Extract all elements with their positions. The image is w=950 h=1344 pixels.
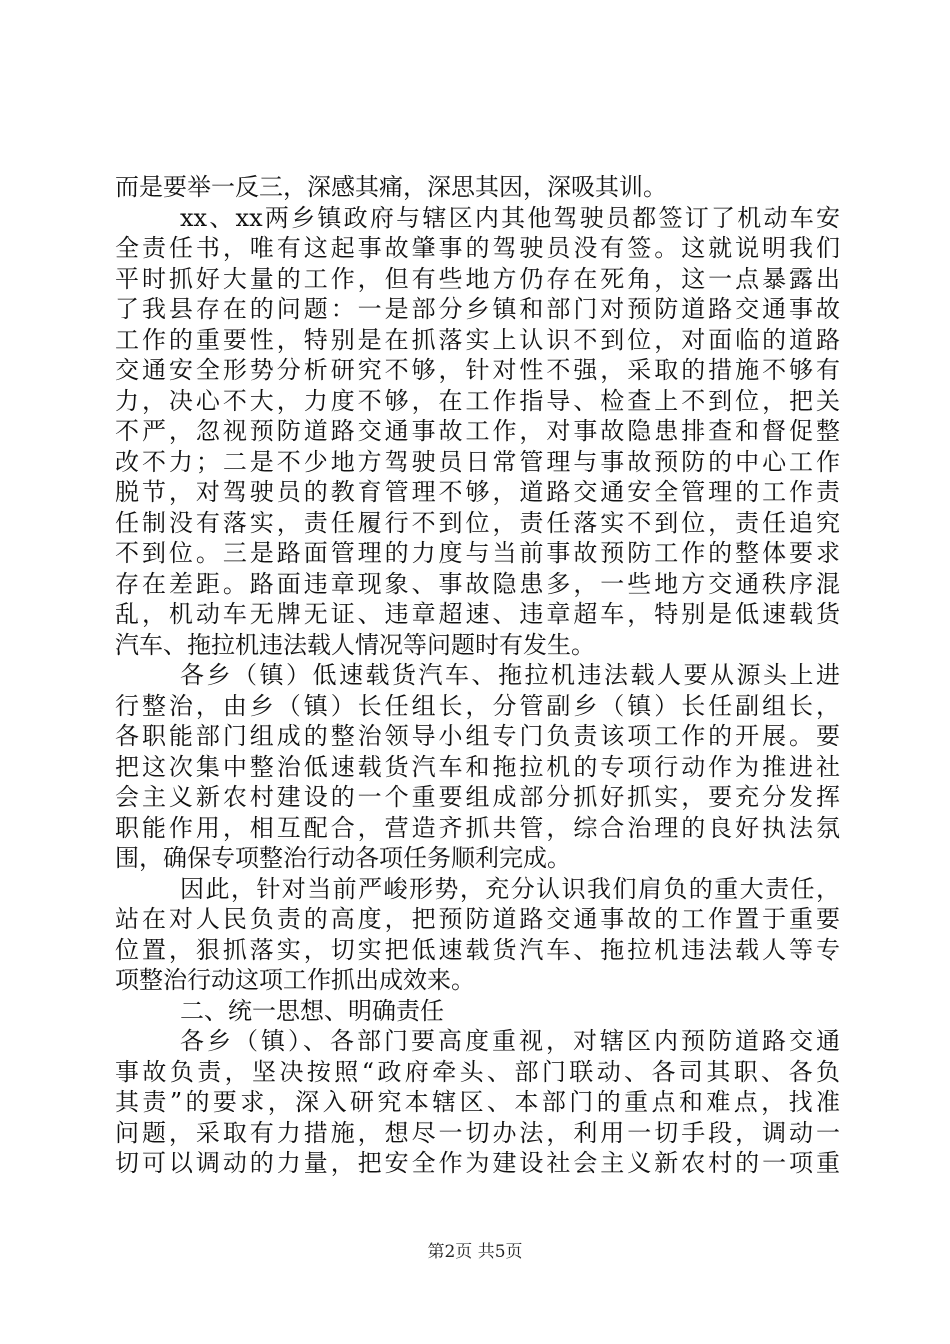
body-line: 乱，机动车无牌无证、违章超速、违章超车，特别是低速载货 <box>115 600 840 628</box>
body-line: 职能作用，相互配合，营造齐抓共管，综合治理的良好执法氛 <box>115 813 840 842</box>
body-line: 站在对人民负责的高度，把预防道路交通事故的工作置于重要 <box>115 905 840 933</box>
body-line: 事故负责，坚决按照“政府牵头、部门联动、各司其职、各负 <box>115 1057 840 1086</box>
body-line: 不严，忽视预防道路交通事故工作，对事故隐患排查和督促整 <box>115 417 840 445</box>
body-line: 了我县存在的问题：一是部分乡镇和部门对预防道路交通事故 <box>115 295 840 323</box>
body-line: 各乡（镇）低速载货汽车、拖拉机违法载人要从源头上进 <box>180 661 840 689</box>
body-line: 工作的重要性，特别是在抓落实上认识不到位，对面临的道路 <box>115 325 840 354</box>
body-line: 其责”的要求，深入研究本辖区、本部门的重点和难点，找准 <box>115 1088 840 1116</box>
body-line: 行整治，由乡（镇）长任组长，分管副乡（镇）长任副组长， <box>115 691 840 720</box>
body-line: 因此，针对当前严峻形势，充分认识我们肩负的重大责任， <box>180 874 840 903</box>
body-line: 各乡（镇）、各部门要高度重视，对辖区内预防道路交通 <box>180 1027 840 1055</box>
page-number-footer: 第2页 共5页 <box>427 1242 523 1262</box>
body-line: 脱节，对驾驶员的教育管理不够，道路交通安全管理的工作责 <box>115 478 840 506</box>
body-line: xx、xx两乡镇政府与辖区内其他驾驶员都签订了机动车安 <box>180 203 840 232</box>
body-line: 交通安全形势分析研究不够，针对性不强，采取的措施不够有 <box>115 356 840 384</box>
body-line: 平时抓好大量的工作，但有些地方仍存在死角，这一点暴露出 <box>115 264 840 293</box>
body-line: 不到位。三是路面管理的力度与当前事故预防工作的整体要求 <box>115 539 840 567</box>
body-line: 而是要举一反三，深感其痛，深思其因，深吸其训。 <box>115 173 667 201</box>
body-line: 汽车、拖拉机违法载人情况等问题时有发生。 <box>115 630 595 659</box>
body-line: 存在差距。路面违章现象、事故隐患多，一些地方交通秩序混 <box>115 569 840 598</box>
body-line: 力，决心不大，力度不够，在工作指导、检查上不到位，把关 <box>115 386 840 415</box>
body-line: 会主义新农村建设的一个重要组成部分抓好抓实，要充分发挥 <box>115 783 840 811</box>
body-line: 各职能部门组成的整治领导小组专门负责该项工作的开展。要 <box>115 722 840 750</box>
body-line: 问题，采取有力措施，想尽一切办法，利用一切手段，调动一 <box>115 1118 840 1147</box>
body-line: 项整治行动这项工作抓出成效来。 <box>115 966 475 994</box>
body-line: 任制没有落实，责任履行不到位，责任落实不到位，责任追究 <box>115 508 840 537</box>
body-line: 改不力；二是不少地方驾驶员日常管理与事故预防的中心工作 <box>115 447 840 476</box>
body-line: 全责任书，唯有这起事故肇事的驾驶员没有签。这就说明我们 <box>115 234 840 262</box>
body-line: 围，确保专项整治行动各项任务顺利完成。 <box>115 844 571 872</box>
section-heading: 二、统一思想、明确责任 <box>180 996 444 1025</box>
body-line: 把这次集中整治低速载货汽车和拖拉机的专项行动作为推进社 <box>115 752 840 781</box>
body-line: 位置，狠抓落实，切实把低速载货汽车、拖拉机违法载人等专 <box>115 935 840 964</box>
body-line: 切可以调动的力量，把安全作为建设社会主义新农村的一项重 <box>115 1149 840 1177</box>
